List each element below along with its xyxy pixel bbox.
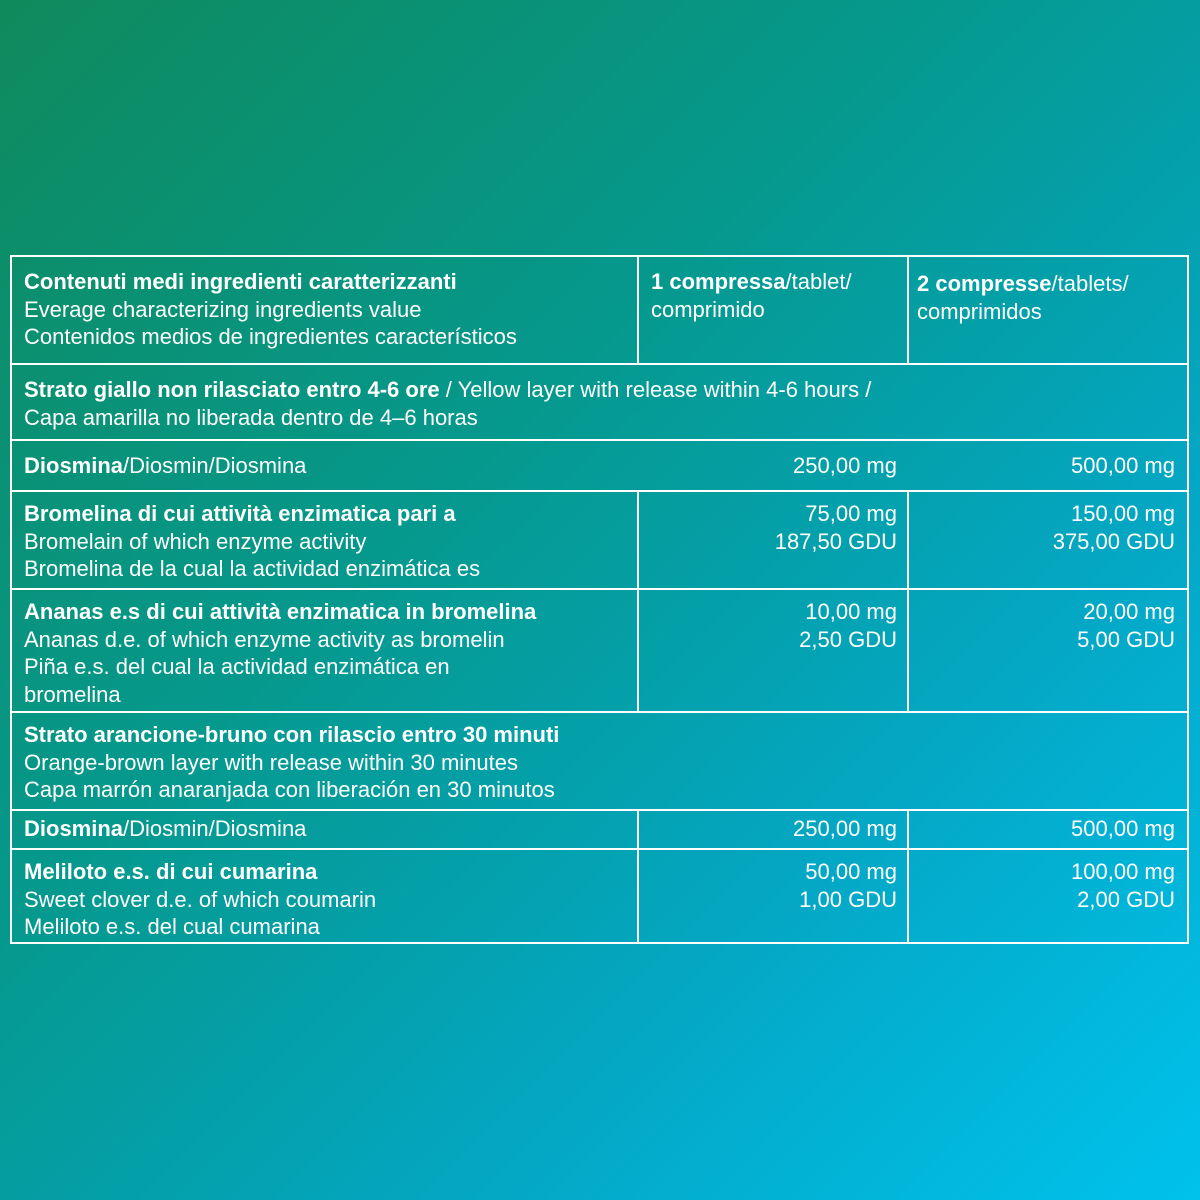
section-yellow-line2: Capa amarilla no liberada dentro de 4–6 horas	[24, 404, 478, 430]
row-divider	[12, 588, 1187, 590]
header-title-it: Contenuti medi ingredienti caratterizzanti	[24, 269, 457, 294]
ingredients-table	[10, 255, 1189, 944]
value-two-tablets: 20,00 mg 5,00 GDU	[1077, 599, 1175, 652]
value-one-tablet: 250,00 mg	[793, 453, 897, 478]
section-orange-line3: Capa marrón anaranjada con liberación en 30 minutos	[24, 777, 555, 802]
row-divider	[12, 809, 1187, 811]
header-one-tablet-rest: /tablet/	[785, 269, 852, 294]
row-divider	[12, 363, 1187, 365]
value-one-tablet: 10,00 mg 2,50 GDU	[799, 599, 897, 652]
row-divider	[12, 848, 1187, 850]
header-two-tablets-bold: 2 compresse	[917, 271, 1052, 296]
header-two-tablets	[909, 270, 1189, 325]
section-orange-line2: Orange-brown layer with release within 30 minutes	[24, 749, 519, 775]
header-two-tablets-line2: comprimidos	[917, 298, 1042, 324]
value-one-tablet: 50,00 mg 1,00 GDU	[799, 859, 897, 912]
header-title-es: Contenidos medios de ingredientes característicos	[24, 324, 517, 349]
row-divider	[12, 490, 1187, 492]
header-title-en: Everage characterizing ingredients value	[24, 296, 422, 322]
ingredient-name: Bromelina di cui attività enzimatica pari a Bromelain of which enzyme activity Bromelina de la cual la actividad enzimática es	[24, 501, 481, 581]
ingredient-name: Meliloto e.s. di cui cumarina Sweet clover d.e. of which coumarin Meliloto e.s. del cual cumarina	[24, 859, 377, 939]
header-one-tablet-bold: 1 compressa	[651, 269, 786, 294]
value-one-tablet: 250,00 mg	[793, 816, 897, 841]
section-yellow-bold: Strato giallo non rilasciato entro 4-6 ore	[24, 377, 440, 402]
section-yellow-rest: / Yellow layer with release within 4-6 hours /	[439, 377, 872, 402]
row-divider	[12, 711, 1187, 713]
section-orange-layer	[12, 721, 1187, 804]
ingredient-name: Diosmina/Diosmin/Diosmina	[24, 453, 307, 478]
ingredient-name: Ananas e.s di cui attività enzimatica in bromelina Ananas d.e. of which enzyme activity as bromelin Piña e.s. del cual la actividad enzimática en bromelina	[24, 599, 537, 707]
ingredient-name: Diosmina/Diosmin/Diosmina	[24, 816, 307, 841]
value-two-tablets: 500,00 mg	[1071, 816, 1175, 841]
value-one-tablet: 75,00 mg 187,50 GDU	[774, 501, 897, 554]
section-orange-line1: Strato arancione-bruno con rilascio entro 30 minuti	[24, 722, 560, 747]
value-two-tablets: 100,00 mg 2,00 GDU	[1071, 859, 1175, 912]
row-divider	[12, 439, 1187, 441]
section-yellow-layer	[12, 376, 1187, 431]
value-two-tablets: 500,00 mg	[1071, 453, 1175, 478]
header-ingredients	[12, 268, 637, 351]
header-one-tablet	[639, 268, 907, 323]
header-one-tablet-line2: comprimido	[651, 296, 765, 322]
value-two-tablets: 150,00 mg 375,00 GDU	[1052, 501, 1175, 554]
header-two-tablets-rest: /tablets/	[1051, 271, 1129, 296]
